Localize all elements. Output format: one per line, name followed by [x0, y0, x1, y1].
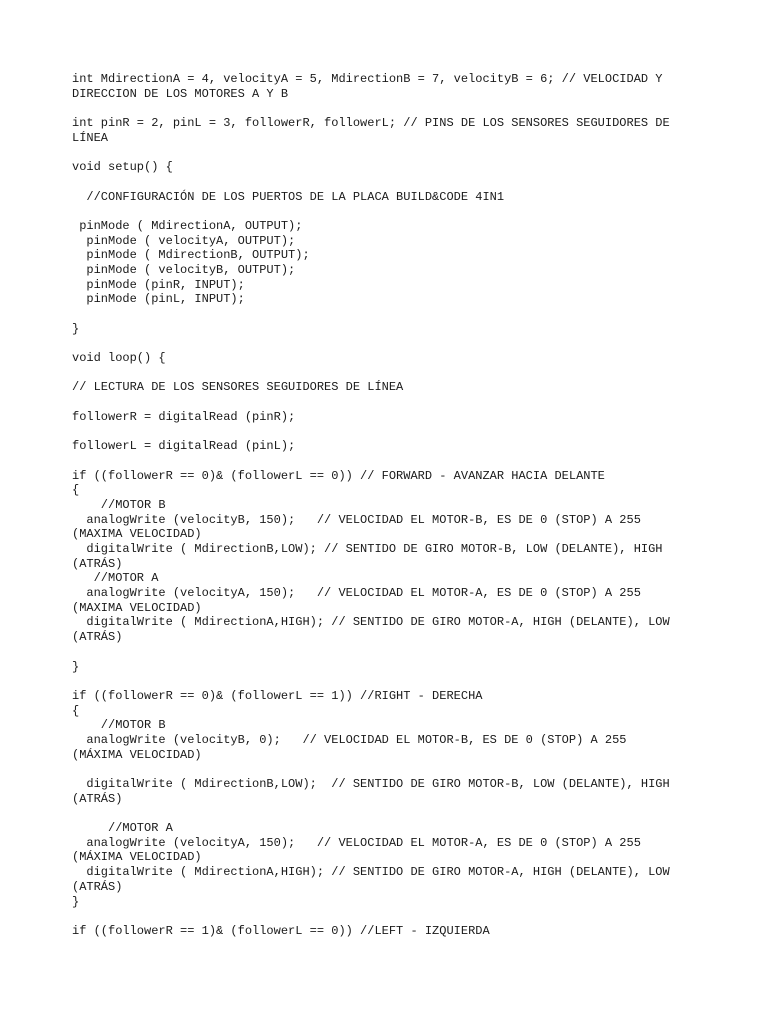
code-line: analogWrite (velocityA, 150); // VELOCIDAD EL MOTOR-A, ES DE 0 (STOP) A 255: [72, 586, 641, 601]
blank-line: [72, 645, 712, 660]
code-line: {: [72, 703, 80, 718]
blank-line: [72, 101, 712, 116]
code-line: followerL = digitalRead (pinL);: [72, 439, 296, 454]
code-line: // LECTURA DE LOS SENSORES SEGUIDORES DE LÍNEA: [72, 380, 404, 395]
code-line: (ATRÁS): [72, 791, 123, 806]
code-line: followerR = digitalRead (pinR);: [72, 409, 296, 424]
code-line: pinMode ( velocityA, OUTPUT);: [72, 233, 296, 248]
blank-line: [72, 145, 712, 160]
code-line: //MOTOR B: [72, 497, 166, 512]
blank-line: [72, 395, 712, 410]
code-line: }: [72, 659, 80, 674]
code-line: if ((followerR == 0)& (followerL == 0)) // FORWARD - AVANZAR HACIA DELANTE: [72, 468, 605, 483]
blank-line: [72, 806, 712, 821]
code-line: LÍNEA: [72, 130, 109, 145]
code-line: analogWrite (velocityB, 150); // VELOCIDAD EL MOTOR-B, ES DE 0 (STOP) A 255: [72, 512, 641, 527]
code-block: [72, 72, 712, 939]
code-line: DIRECCION DE LOS MOTORES A Y B: [72, 86, 289, 101]
blank-line: [72, 336, 712, 351]
code-line: (MAXIMA VELOCIDAD): [72, 527, 202, 542]
code-line: }: [72, 894, 80, 909]
code-line: int MdirectionA = 4, velocityA = 5, MdirectionB = 7, velocityB = 6; // VELOCIDAD Y: [72, 72, 663, 86]
code-line: pinMode ( MdirectionB, OUTPUT);: [72, 248, 310, 263]
code-line: analogWrite (velocityA, 150); // VELOCIDAD EL MOTOR-A, ES DE 0 (STOP) A 255: [72, 835, 641, 850]
code-line: (ATRÁS): [72, 630, 123, 645]
code-line: if ((followerR == 0)& (followerL == 1)) //RIGHT - DERECHA: [72, 688, 483, 703]
code-line: digitalWrite ( MdirectionA,HIGH); // SENTIDO DE GIRO MOTOR-A, HIGH (DELANTE), LOW: [72, 865, 670, 880]
blank-line: [72, 204, 712, 219]
blank-line: [72, 762, 712, 777]
code-line: void setup() {: [72, 160, 173, 175]
code-line: (ATRÁS): [72, 556, 123, 571]
code-line: pinMode (pinL, INPUT);: [72, 292, 245, 307]
code-line: (MÁXIMA VELOCIDAD): [72, 747, 202, 762]
code-line: {: [72, 483, 80, 498]
code-line: }: [72, 321, 80, 336]
blank-line: [72, 674, 712, 689]
code-line: int pinR = 2, pinL = 3, followerR, followerL; // PINS DE LOS SENSORES SEGUIDORES DE: [72, 116, 670, 131]
code-line: digitalWrite ( MdirectionA,HIGH); // SENTIDO DE GIRO MOTOR-A, HIGH (DELANTE), LOW: [72, 615, 670, 630]
blank-line: [72, 454, 712, 469]
code-line: if ((followerR == 1)& (followerL == 0)) //LEFT - IZQUIERDA: [72, 923, 490, 938]
code-line: //MOTOR A: [72, 821, 173, 836]
blank-line: [72, 366, 712, 381]
blank-line: [72, 307, 712, 322]
code-line: (MAXIMA VELOCIDAD): [72, 600, 202, 615]
blank-line: [72, 425, 712, 440]
code-line: pinMode ( velocityB, OUTPUT);: [72, 262, 296, 277]
code-line: (ATRÁS): [72, 879, 123, 894]
code-line: pinMode ( MdirectionA, OUTPUT);: [72, 218, 303, 233]
code-line: void loop() {: [72, 351, 166, 366]
code-line: //MOTOR A: [72, 571, 159, 586]
code-line: //MOTOR B: [72, 718, 166, 733]
code-line: digitalWrite ( MdirectionB,LOW); // SENTIDO DE GIRO MOTOR-B, LOW (DELANTE), HIGH: [72, 777, 670, 791]
blank-line: [72, 175, 712, 190]
blank-line: [72, 909, 712, 924]
code-line: pinMode (pinR, INPUT);: [72, 277, 245, 292]
code-line: //CONFIGURACIÓN DE LOS PUERTOS DE LA PLACA BUILD&CODE 4IN1: [72, 189, 505, 204]
code-line: digitalWrite ( MdirectionB,LOW); // SENTIDO DE GIRO MOTOR-B, LOW (DELANTE), HIGH: [72, 542, 663, 556]
code-line: analogWrite (velocityB, 0); // VELOCIDAD EL MOTOR-B, ES DE 0 (STOP) A 255: [72, 732, 627, 747]
code-line: (MÁXIMA VELOCIDAD): [72, 850, 202, 865]
